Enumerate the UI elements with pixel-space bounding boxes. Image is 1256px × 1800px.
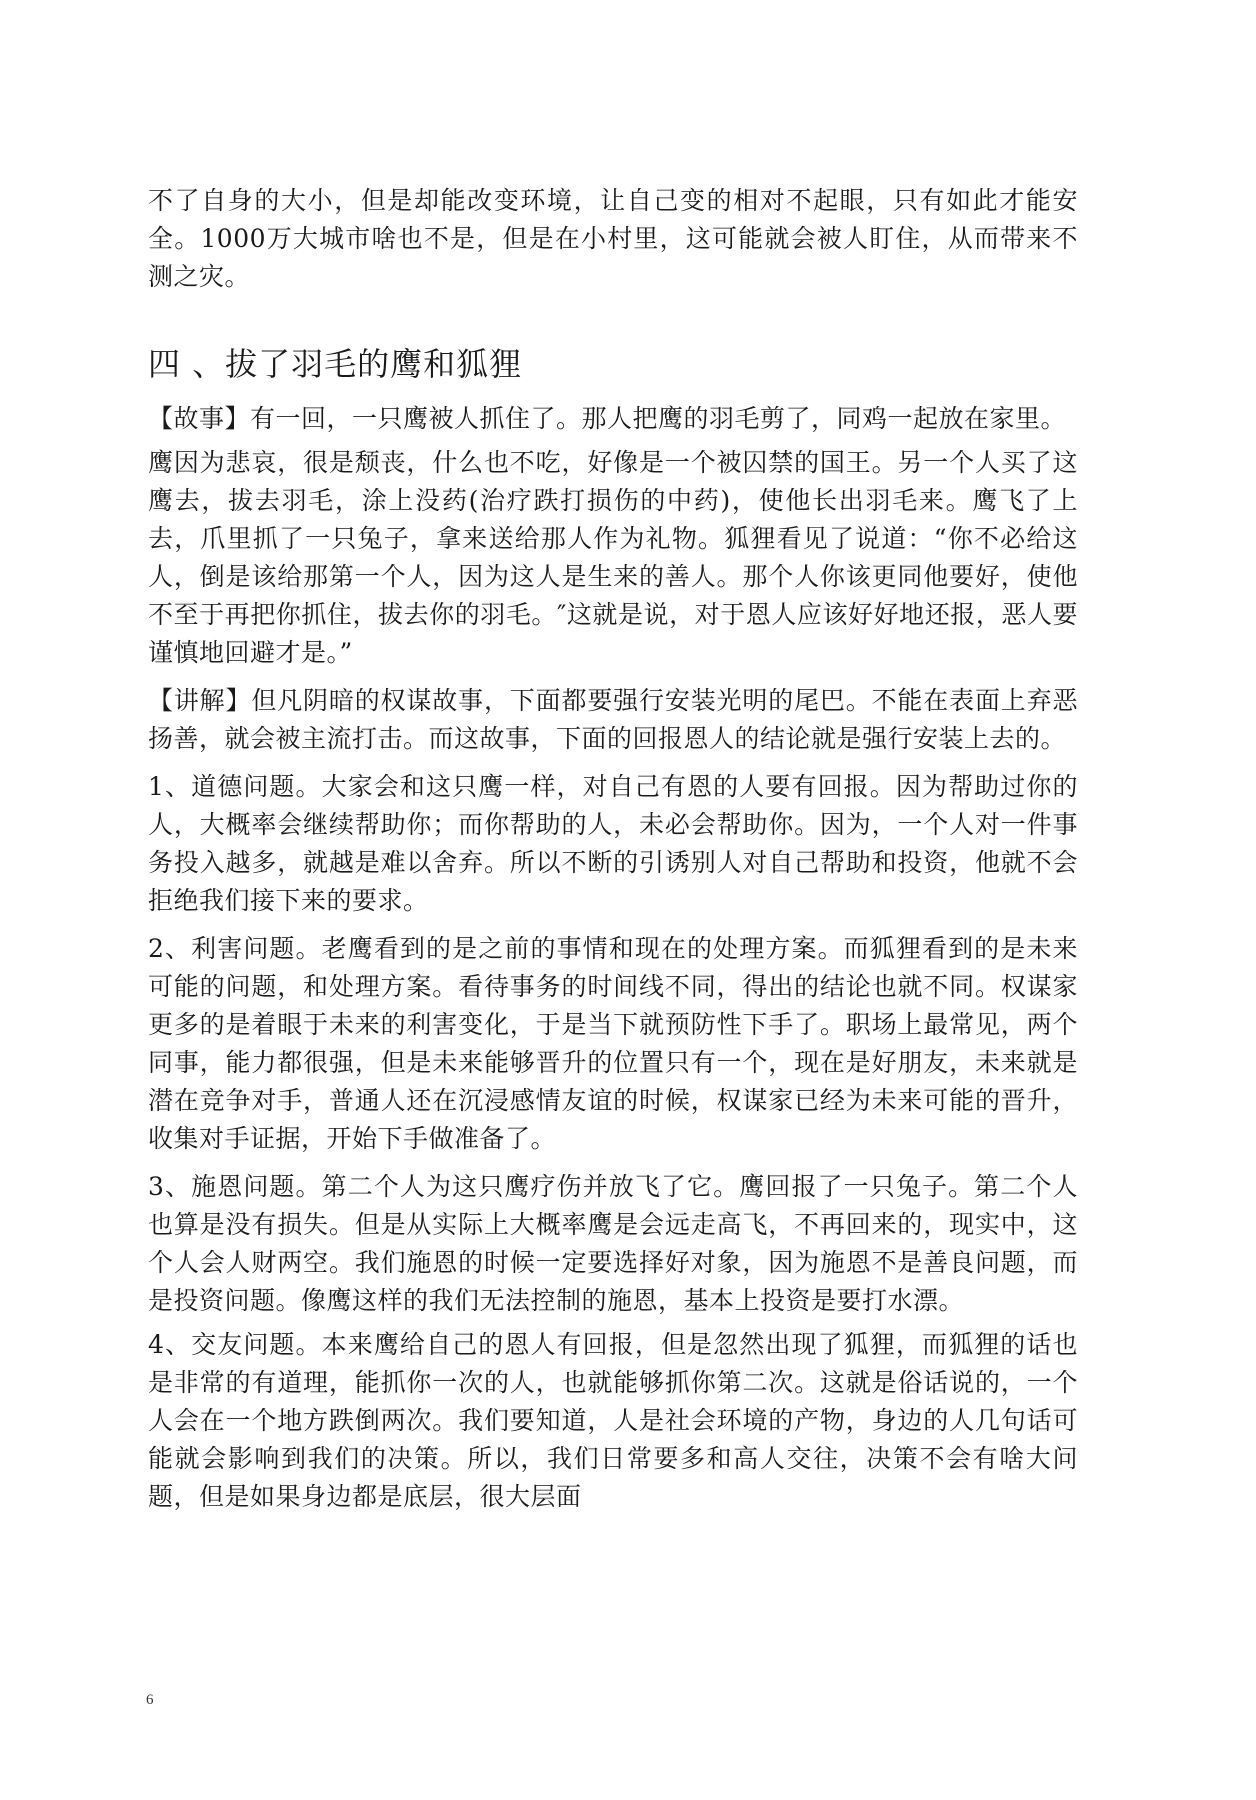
intro-paragraph: 不了自身的大小，但是却能改变环境，让自己变的相对不起眼，只有如此才能安全。1000万大城市啥也不是，但是在小村里，这可能就会被人盯住，从而带来不测之灾。: [148, 186, 1078, 291]
section-heading: 四 、拔了羽毛的鹰和狐狸: [148, 345, 523, 383]
story-paragraph-1: 【故事】有一回，一只鹰被人抓住了。那人把鹰的羽毛剪了，同鸡一起放在家里。: [148, 404, 1067, 433]
explanation-paragraph: 【讲解】但凡阴暗的权谋故事，下面都要强行安装光明的尾巴。不能在表面上弃恶扬善，就会被主流打击。而这故事，下面的回报恩人的结论就是强行安装上去的。: [148, 686, 1078, 753]
point-3-paragraph: 3、施恩问题。第二个人为这只鹰疗伤并放飞了它。鹰回报了一只兔子。第二个人也算是没有损失。但是从实际上大概率鹰是会远走高飞，不再回来的，现实中，这个人会人财两空。我们施恩的时候一定要选择好对象，因为施恩不是善良问题，而是投资问题。像鹰这样的我们无法控制的施恩，基本上投资是要打水漂。: [148, 1172, 1078, 1315]
page-content: [148, 182, 1078, 1516]
point-2-paragraph: 2、利害问题。老鹰看到的是之前的事情和现在的处理方案。而狐狸看到的是未来可能的问题，和处理方案。看待事务的时间线不同，得出的结论也就不同。权谋家更多的是着眼于未来的利害变化，于是当下就预防性下手了。职场上最常见，两个同事，能力都很强，但是未来能够晋升的位置只有一个，现在是好朋友，未来就是潜在竞争对手，普通人还在沉浸感情友谊的时候，权谋家已经为未来可能的晋升，收集对手证据，开始下手做准备了。: [148, 934, 1078, 1153]
point-4-paragraph: 4、交友问题。本来鹰给自己的恩人有回报，但是忽然出现了狐狸，而狐狸的话也是非常的有道理，能抓你一次的人，也就能够抓你第二次。这就是俗话说的，一个人会在一个地方跌倒两次。我们要知道，人是社会环境的产物，身边的人几句话可能就会影响到我们的决策。所以，我们日常要多和高人交往，决策不会有啥大问题，但是如果身边都是底层，很大层面: [148, 1330, 1078, 1511]
page-number: 6: [146, 1692, 154, 1708]
story-paragraph-2: 鹰因为悲哀，很是颓丧，什么也不吃，好像是一个被囚禁的国王。另一个人买了这鹰去，拔去羽毛，涂上没药(治疗跌打损伤的中药)，使他长出羽毛来。鹰飞了上去，爪里抓了一只兔子，拿来送给那人作为礼物。狐狸看见了说道：“你不必给这人，倒是该给那第一个人，因为这人是生来的善人。那个人你该更同他要好，使他不至于再把你抓住，拔去你的羽毛。″这就是说，对于恩人应该好好地还报，恶人要谨慎地回避才是。”: [148, 448, 1078, 667]
point-1-paragraph: 1、道德问题。大家会和这只鹰一样，对自己有恩的人要有回报。因为帮助过你的人，大概率会继续帮助你；而你帮助的人，未必会帮助你。因为，一个人对一件事务投入越多，就越是难以舍弃。所以不断的引诱别人对自己帮助和投资，他就不会拒绝我们接下来的要求。: [148, 772, 1078, 915]
